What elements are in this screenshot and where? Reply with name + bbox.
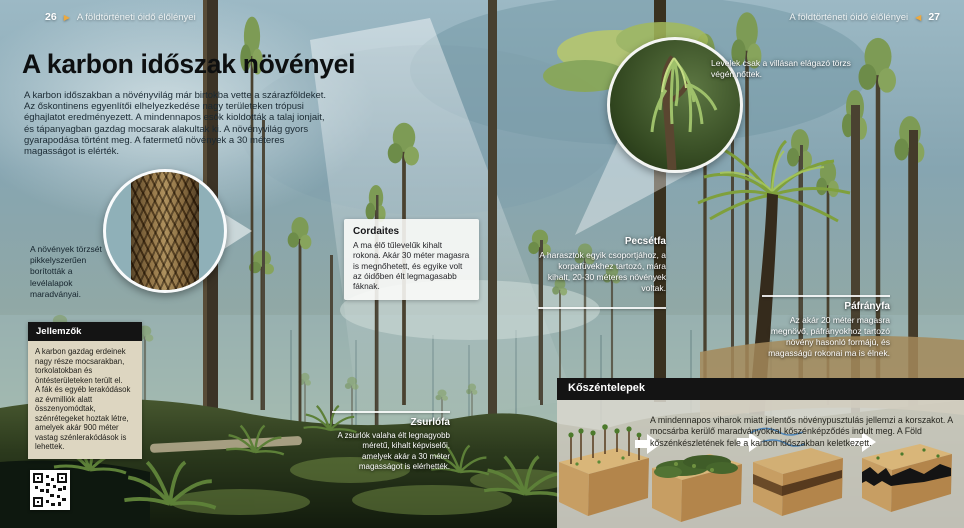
bark-note: A növények törzsét pikkelyszerűen borították a levélalapok maradványai.: [30, 243, 102, 300]
zsurlofa-leader-line: [332, 411, 450, 413]
pafranyfa-title: Páfrányfa: [844, 301, 890, 312]
coal-stage-plant-mat: [652, 454, 742, 522]
pecsetfa-leader-line: [538, 307, 666, 309]
coal-stage-coal-seam: [862, 444, 952, 512]
pafranyfa-callout: [762, 300, 890, 359]
pecsetfa-callout: [538, 235, 666, 294]
bark-inset-circle: [103, 169, 227, 293]
leaf-note: Levelek csak a villásan elágazó törzs végén nőttek.: [711, 57, 851, 79]
bark-texture: [131, 169, 199, 293]
zsurlofa-body: A zsurlók valaha élt legnagyobb méretű, kihalt képviselői, amelyek akár a 30 méter magasságot is elérhették.: [337, 431, 450, 472]
jellemzok-paragraph-1: A karbon gazdag erdeinek nagy része mocsarakban, torkolatokban és öntésterületeken terült el.: [35, 347, 126, 385]
cordaites-callout: [344, 219, 479, 300]
pafranyfa-body: Az akár 20 méter magasra megnövő, páfrányokhoz tartozó növény hasonló formájú, és magasságú rokonai ma is élnek.: [768, 315, 890, 359]
section-title: A földtörténeti óidő élőlényei: [76, 11, 196, 23]
arrow-right-icon: ▶: [63, 12, 70, 22]
jellemzok-panel-title: Jellemzők: [28, 322, 142, 341]
arrow-left-icon: ◀: [915, 12, 922, 22]
cordaites-body: A ma élő tűlevelűk kihalt rokona. Akár 30 méter magasra is megnőhetett, és egyike volt az óidőben élt legmagasabb fáknak.: [353, 240, 470, 292]
page-header-left: [45, 11, 196, 23]
page-title: A karbon időszak növényei: [22, 48, 356, 79]
pafranyfa-leader-line: [762, 295, 890, 297]
coal-stage-forest: [559, 424, 649, 516]
page-header-right: [789, 11, 940, 23]
koszentelepek-body: A mindennapos viharok miatt jelentős növénypusztulás jellemzi a korszakot. A mocsárba kerülő maradványokkal kőszénképződés indult meg. A Föld kőszénkészletének fele a karbon időszakban keletkezett.: [650, 414, 953, 448]
page-number-left: 26: [45, 11, 57, 23]
jellemzok-panel: [28, 322, 142, 459]
zsurlofa-callout: [332, 416, 450, 473]
intro-paragraph: A karbon időszakban a növényvilág már birtokba vette a szárazföldeket. Az őskontinens egyenlítői elhelyezkedése nagy területeken trópusi éghajlatot eredményezett. A mindennapos esők kioldották a talaj ionjait, és tápanyagban gazdag mocsarak alakultak ki. A növényvilág gyors gyarapodása történt meg. A fatermetű növények a 30 méteres magasságot is elérték.: [24, 89, 327, 158]
pecsetfa-title: Pecsétfa: [624, 236, 666, 247]
jellemzok-paragraph-2: A fák és egyéb lerakódások az évmilliók alatt összenyomódtak, szénrétegeket hoztak létre, amelyek akár 900 méter vastag szénlerakódások is lehettek.: [35, 385, 131, 451]
pecsetfa-body: A harasztok egyik csoportjához, a korpafüvekhez tartozó, mára kihalt, 20-30 méteres növények voltak.: [539, 250, 666, 294]
koszentelepek-panel: [557, 400, 964, 528]
cordaites-title: Cordaites: [353, 226, 400, 237]
zsurlofa-title: Zsurlófa: [410, 417, 450, 428]
page-number-right: 27: [928, 11, 940, 23]
koszentelepek-panel-title: Kőszéntelepek: [557, 378, 964, 400]
qr-code: [30, 470, 70, 510]
section-title: A földtörténeti óidő élőlényei: [789, 11, 909, 23]
